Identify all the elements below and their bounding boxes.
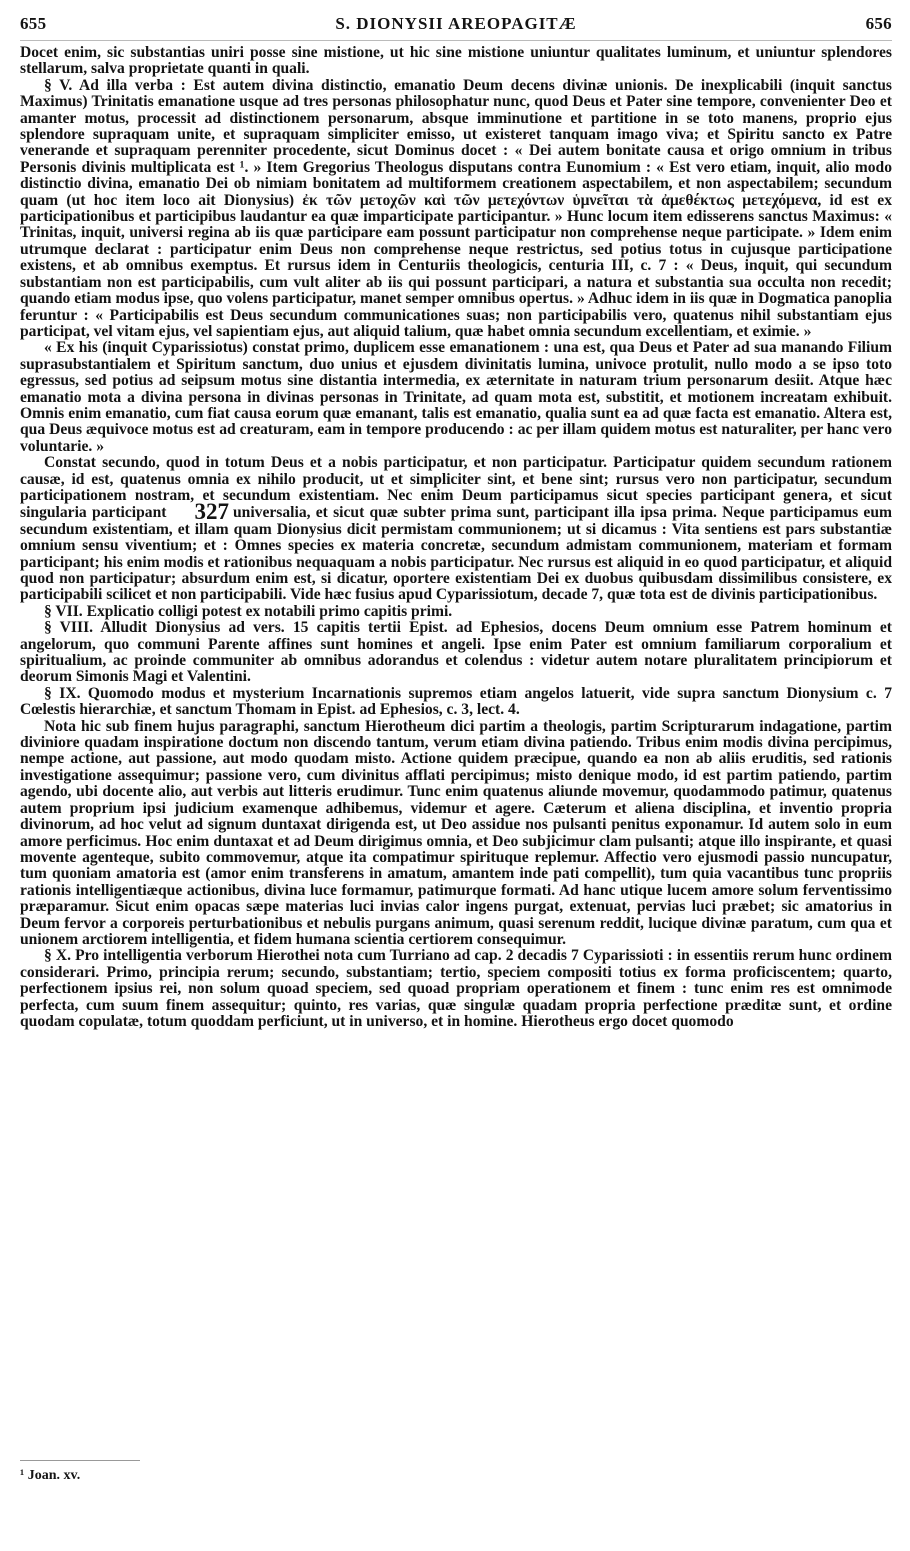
page-body bbox=[20, 45, 892, 1030]
paragraph: § VII. Explicatio colligi potest ex notabili primo capitis primi. bbox=[44, 602, 453, 620]
running-header bbox=[20, 14, 892, 41]
right-page-number: 656 bbox=[865, 14, 892, 33]
paragraph: Docet enim, sic substantias uniri posse sine mistione, ut hic sine mistione uniuntur qualitates luminum, et uniuntur splendores stellarum, salva proprietate quanti in quali. bbox=[20, 44, 892, 78]
paragraph: § V. Ad illa verba : Est autem divina distinctio, emanatio Deum decens divinæ unionis. De inexplicabili (inquit sanctus Maximus) Trinitatis emanatione usque ad tres personas philosophatur nunc, quod Deus et Pater sine tempore, convenienter Deo et amanter motus, processit ad distinctionem personarum, absque imminutione et partitione in se toto manens, proprio ejus splendore supraquam unite, et supraquam simpliciter emisso, ut existeret tanquam imago viva; et Spiritu sancto ex Patre venerande et supraquam perenniter procedente, sicut Dominus docet : « Dei autem bonitate causa et origo omnium in tribus Personis divinis multiplicata est ¹. » Item Gregorius Theologus disputans contra Eunomium : « Est vero etiam, inquit, alio modo distinctio divina, emanatio Dei ob nimiam bonitatem ad multiformem creationem aspectabilem, et non aspectabilem; secundum quam (ut hoc item loco ait Dionysius) ἐκ τῶν μετοχῶν καὶ τῶν μετεχόντων ὑμνεῖται τὰ ἀμεθέκτως μετεχόμενα, id est ex participationibus et participibus laudantur ea quæ imparticipate participantur. » Hunc locum item edisserens sanctus Maximus: « Trinitas, inquit, universi regina ab iis quæ participare eam possunt participatur non comprehense neque participate. » Idem enim utrumque declarat : participatur enim Deus non comprehense neque restrictus, sed potius totus in cujusque participatione existens, et ab omnibus exemptus. Et rursus idem in Centuriis theologicis, centuria III, c. 7 : « Deus, inquit, qui secundum substantiam non est participabilis, cum vult aliter ab iis qui possunt participari, a natura et substantia sua occulta non recedit; quando etiam modus ipse, quo volens participatur, manet semper omnibus opertus. » Adhuc idem in iis quæ in Dogmatica panoplia feruntur : « Participabilis est Deus secundum communicationes suas; non participabilis vero, quatenus nihil substantiam ejus participat, vel vitam ejus, vel sapientiam ejus, aut aliquid talium, quæ habet omnia secundum excellentiam, et eximie. » bbox=[20, 76, 892, 340]
paragraph-with-margin-number bbox=[20, 455, 892, 604]
paragraph: § X. Pro intelligentia verborum Hierothei nota cum Turriano ad cap. 2 decadis 7 Cyparissioti : in essentiis rerum hunc ordinem considerari. Primo, principia rerum; secundo, substantiam; tertio, speciem compositi totius ex forma proficiscentem; quarto, perfectionem ipsius rei, non solum quoad speciem, sed quoad propriam operationem et finem : tunc enim res est omnimode perfecta, cum suum finem assequitur; quinto, res varias, quæ singulæ quadam propria perfectione præditæ sunt, et ordine quodam copulatæ, totum quoddam perficiunt, ut in universo, et in homine. Hierotheus ergo docet quomodo bbox=[20, 947, 892, 1030]
paragraph-text: Constat secundo, quod in totum Deus et a nobis participatur, et non participatur. Participatur quidem secundum rationem causæ, id est, quatenus omnia ex nihilo producit, ut et simpliciter sint, et bene sint; rursus vero non participatur, secundum participationem nostram, et secundum existentiam. Nec enim Deum participamus sicut species participant genera, et sicut singularia participant bbox=[20, 454, 892, 522]
margin-number: 327 bbox=[194, 499, 229, 525]
left-page-number: 655 bbox=[20, 14, 47, 33]
paragraph: § IX. Quomodo modus et mysterium Incarnationis supremos etiam angelos latuerit, vide supra sanctum Dionysium c. 7 Cœlestis hierarchiæ, et sanctum Thomam in Epist. ad Ephesios, c. 3, lect. 4. bbox=[20, 684, 892, 719]
footnote: ¹ Joan. xv. bbox=[20, 1468, 81, 1483]
paragraph: « Ex his (inquit Cyparissiotus) constat primo, duplicem esse emanationem : una est, qua Deus et Pater ad sua manando Filium suprasubstantialem et Spiritum sanctum, duo unius et ejusdem divinitatis lumina, univoce protulit, nullo modo a se ipso toto egressus, sed potius ad seipsum motus sine distantia intermedia, ex æternitate in naturam trium personarum desiit. Atque hæc emanatio mota a divina persona in divinas personas in Trinitate, ad quam mota est, substitit, et motionem increatam exhibuit. Omnis enim emanatio, cum fiat causa eorum quæ emanant, talis est emanatio, qualia sunt ea ad quæ facta est emanatio. Altera est, qua Deus æquivoce motus est ad creaturam, eam in tempore producendo : ac per illam quidem motus est naturaliter, per hanc vero voluntarie. » bbox=[20, 339, 892, 455]
paragraph-text: universalia, et sicut quæ subter prima sunt, participant illa ipsa prima. Neque participamus eum secundum existentiam, et illam quam Dionysius dicit permistam communionem; ut si dicamus : Vita sentiens est pars substantiæ omnium sensu viventium; et : Omnes species ex materia concretæ, secundum admistam communionem, materiam et formam participant; his enim modis et rationibus nequaquam a nobis participatur. Nec rursus est aliquid in eo quod participatur, et aliquid quod non participatur; absurdum enim est, si dicatur, oportere existentiam Dei ex duobus quibusdam dissimilibus consistere, ex participabili scilicet et non participabili. Vide hæc fusius apud Cyparissiotum, decade 7, quæ tota est de divinis participationibus. bbox=[20, 504, 892, 604]
paragraph: § VIII. Alludit Dionysius ad vers. 15 capitis tertii Epist. ad Ephesios, docens Deum omnium esse Patrem hominum et angelorum, quo communi Parente affines sunt homines et angeli. Ipse enim Pater est omnium familiarum corporalium et spiritualium, ac proinde communiter ab omnibus adorandus et colendus : videtur autem notare pluralitatem principiorum et deorum Simonis Magi et Valentini. bbox=[20, 619, 892, 686]
paragraph: Nota hic sub finem hujus paragraphi, sanctum Hierotheum dici partim a theologis, partim Scripturarum indagatione, partim diviniore quadam inspiratione doctum non discendo tantum, verum etiam divina patiendo. Tribus enim modis divina percipimus, nempe actione, aut passione, aut modo quodam misto. Actione quidem præcipue, quando ea non ab aliis eruditis, sed rationis investigatione assequimur; passione vero, cum divinitus afflati percipimus; misto denique modo, id est partim patiendo, partim agendo, ubi docente alio, aut verbis aut litteris erudimur. Tunc enim quatenus aliunde movemur, quodammodo patimur, quatenus autem proprium ipsi judicium examenque adhibemus, videmur et agere. Cæterum et aliena disciplina, et inventio propria divinorum, ad hoc velut ad signum duntaxat dirigenda est, ut Deo assidue nos pulsanti penitus exponamur. Id autem solo in eum amore perficimus. Hoc enim duntaxat et ad Deum dirigimus omnia, et Deo subjicimur clam pulsanti; atque illo inspirante, et quasi movente agenteque, subito commovemur, atque ita compatimur spirituque replemur. Affectio vero ejusmodi passio nuncupatur, tum quoniam amatoria est (amor enim transferens in amatum, amantem inde pati compellit), tum quia vacantibus tunc propriis rationis intelligentiæque actionibus, divina luce formamur, patimurque formati. Ad hanc utique lucem amore solum ferventissimo præparamur. Sicut enim opacas sæpe materias luci invias calor ingens purgat, extenuat, pervias luci præbet; sic amatorius in Deum fervor a corporeis perturbationibus et nebulis purgans animum, quasi serenum reddit, lucique divinæ paratum, cum qua et unionem arctiorem intelligentia, et fidem humana scientia certiorem consequimur. bbox=[20, 717, 892, 948]
running-title: S. DIONYSII AREOPAGITÆ bbox=[335, 14, 577, 33]
footnote-rule bbox=[20, 1460, 140, 1461]
